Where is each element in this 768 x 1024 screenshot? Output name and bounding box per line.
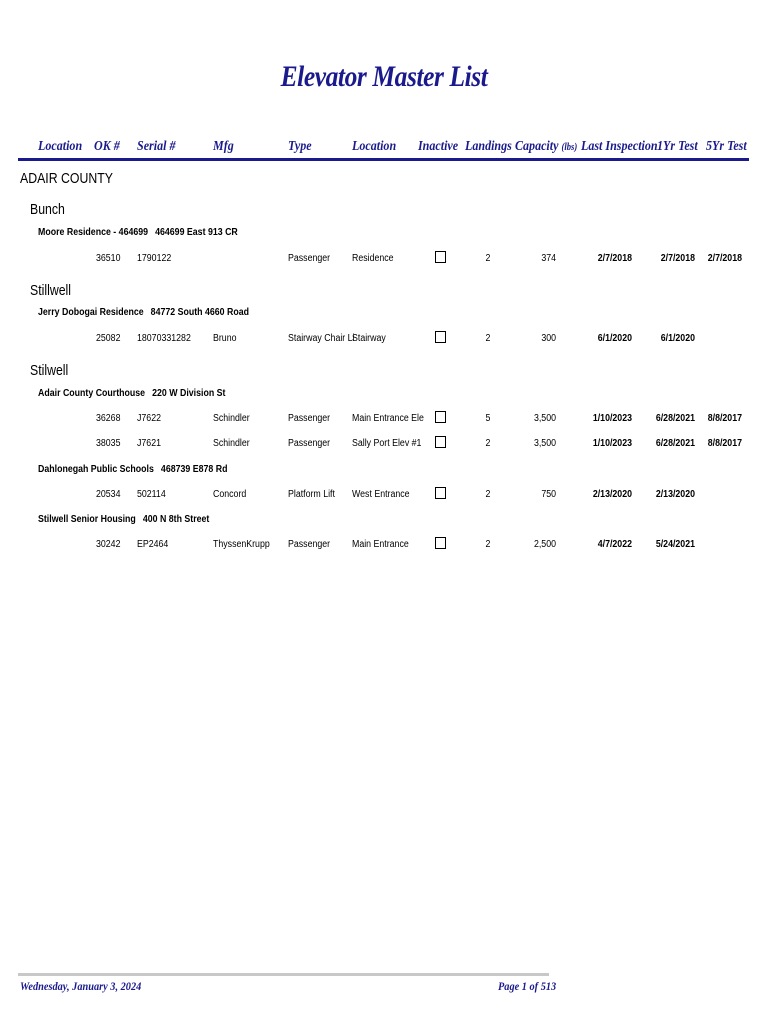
table-row [0, 438, 768, 454]
table-row [0, 253, 768, 269]
inactive-checkbox[interactable] [435, 537, 446, 549]
site-address: 84772 South 4660 Road [150, 307, 249, 318]
ok-number: 38035 [96, 438, 121, 449]
site-name: Stilwell Senior Housing [38, 514, 136, 525]
elevator-type: Passenger [288, 438, 331, 449]
manufacturer: Bruno [213, 333, 237, 344]
elevator-type: Passenger [288, 413, 331, 424]
site-address: 468739 E878 Rd [160, 464, 228, 475]
landings: 2 [485, 333, 491, 344]
capacity: 2,500 [533, 539, 556, 550]
col-header-serial: Serial # [137, 139, 176, 154]
site-heading [38, 514, 209, 525]
landings: 2 [485, 539, 491, 550]
manufacturer: Concord [213, 489, 247, 500]
inactive-checkbox[interactable] [435, 251, 446, 263]
footer-rule [18, 973, 549, 976]
landings: 2 [485, 489, 491, 500]
manufacturer: Schindler [213, 413, 250, 424]
col-header-inactive: Inactive [418, 139, 459, 154]
last-inspection: 2/7/2018 [597, 253, 632, 264]
serial-number: J7621 [137, 438, 161, 449]
col-header-landings: Landings [465, 139, 512, 154]
table-row [0, 489, 768, 505]
site-name: Jerry Dobogai Residence [38, 307, 144, 318]
elevator-type: Passenger [288, 539, 331, 550]
ok-number: 20534 [96, 489, 121, 500]
table-row [0, 413, 768, 429]
5yr-test: 8/8/2017 [707, 413, 742, 424]
capacity-unit: (lbs) [561, 142, 578, 153]
last-inspection: 2/13/2020 [592, 489, 632, 500]
ok-number: 36268 [96, 413, 121, 424]
1yr-test: 2/7/2018 [660, 253, 695, 264]
capacity: 374 [541, 253, 556, 264]
site-heading [38, 307, 249, 318]
5yr-test: 2/7/2018 [707, 253, 742, 264]
capacity: 300 [541, 333, 556, 344]
elevator-location: Sally Port Elev #1 [352, 438, 422, 449]
col-header-capacity [515, 139, 577, 155]
ok-number: 36510 [96, 253, 121, 264]
elevator-location: Residence [352, 253, 394, 264]
col-header-location: Location [38, 139, 83, 154]
capacity-label: Capacity [515, 139, 559, 154]
last-inspection: 6/1/2020 [597, 333, 632, 344]
1yr-test: 2/13/2020 [655, 489, 695, 500]
elevator-location: Main Entrance Ele [352, 413, 424, 424]
serial-number: 18070331282 [137, 333, 191, 344]
city-heading-stillwell: Stillwell [30, 282, 72, 299]
site-heading [38, 227, 238, 238]
col-header-type: Type [288, 139, 312, 154]
table-row [0, 539, 768, 555]
capacity: 3,500 [533, 438, 556, 449]
last-inspection: 1/10/2023 [592, 413, 632, 424]
inactive-checkbox[interactable] [435, 411, 446, 423]
site-heading [38, 464, 227, 475]
5yr-test: 8/8/2017 [707, 438, 742, 449]
col-header-1yr-test: 1Yr Test [657, 139, 698, 154]
last-inspection: 1/10/2023 [592, 438, 632, 449]
report-title: Elevator Master List [280, 60, 488, 93]
site-heading [38, 388, 225, 399]
footer-date: Wednesday, January 3, 2024 [20, 979, 142, 993]
serial-number: 1790122 [137, 253, 172, 264]
elevator-type: Stairway Chair Li [288, 333, 355, 344]
serial-number: EP2464 [137, 539, 169, 550]
inactive-checkbox[interactable] [435, 436, 446, 448]
site-address: 400 N 8th Street [142, 514, 210, 525]
landings: 5 [485, 413, 491, 424]
elevator-type: Platform Lift [288, 489, 335, 500]
site-address: 464699 East 913 CR [155, 227, 238, 238]
capacity: 750 [541, 489, 556, 500]
col-header-5yr-test: 5Yr Test [706, 139, 747, 154]
landings: 2 [485, 253, 491, 264]
capacity: 3,500 [533, 413, 556, 424]
site-name: Dahlonegah Public Schools [38, 464, 154, 475]
inactive-checkbox[interactable] [435, 331, 446, 343]
elevator-location: Main Entrance [352, 539, 409, 550]
site-name: Adair County Courthouse [38, 388, 146, 399]
city-heading-stilwell: Stilwell [30, 362, 69, 379]
manufacturer: ThyssenKrupp [213, 539, 270, 550]
county-heading: ADAIR COUNTY [20, 170, 113, 187]
col-header-location2: Location [352, 139, 397, 154]
1yr-test: 6/28/2021 [655, 438, 695, 449]
1yr-test: 6/1/2020 [660, 333, 695, 344]
header-rule [18, 158, 749, 161]
serial-number: J7622 [137, 413, 161, 424]
elevator-type: Passenger [288, 253, 331, 264]
col-header-ok: OK # [94, 139, 120, 154]
inactive-checkbox[interactable] [435, 487, 446, 499]
landings: 2 [485, 438, 491, 449]
elevator-location: West Entrance [352, 489, 410, 500]
col-header-mfg: Mfg [213, 139, 234, 154]
manufacturer: Schindler [213, 438, 250, 449]
site-name: Moore Residence - 464699 [38, 227, 149, 238]
serial-number: 502114 [137, 489, 166, 500]
city-heading-bunch: Bunch [30, 201, 65, 218]
col-header-last-inspection: Last Inspection [581, 139, 658, 154]
footer-page-number: Page 1 of 513 [498, 979, 557, 993]
site-address: 220 W Division St [152, 388, 226, 399]
elevator-location: Stairway [352, 333, 386, 344]
1yr-test: 6/28/2021 [655, 413, 695, 424]
ok-number: 30242 [96, 539, 121, 550]
table-row [0, 333, 768, 349]
ok-number: 25082 [96, 333, 121, 344]
last-inspection: 4/7/2022 [597, 539, 632, 550]
1yr-test: 5/24/2021 [655, 539, 695, 550]
